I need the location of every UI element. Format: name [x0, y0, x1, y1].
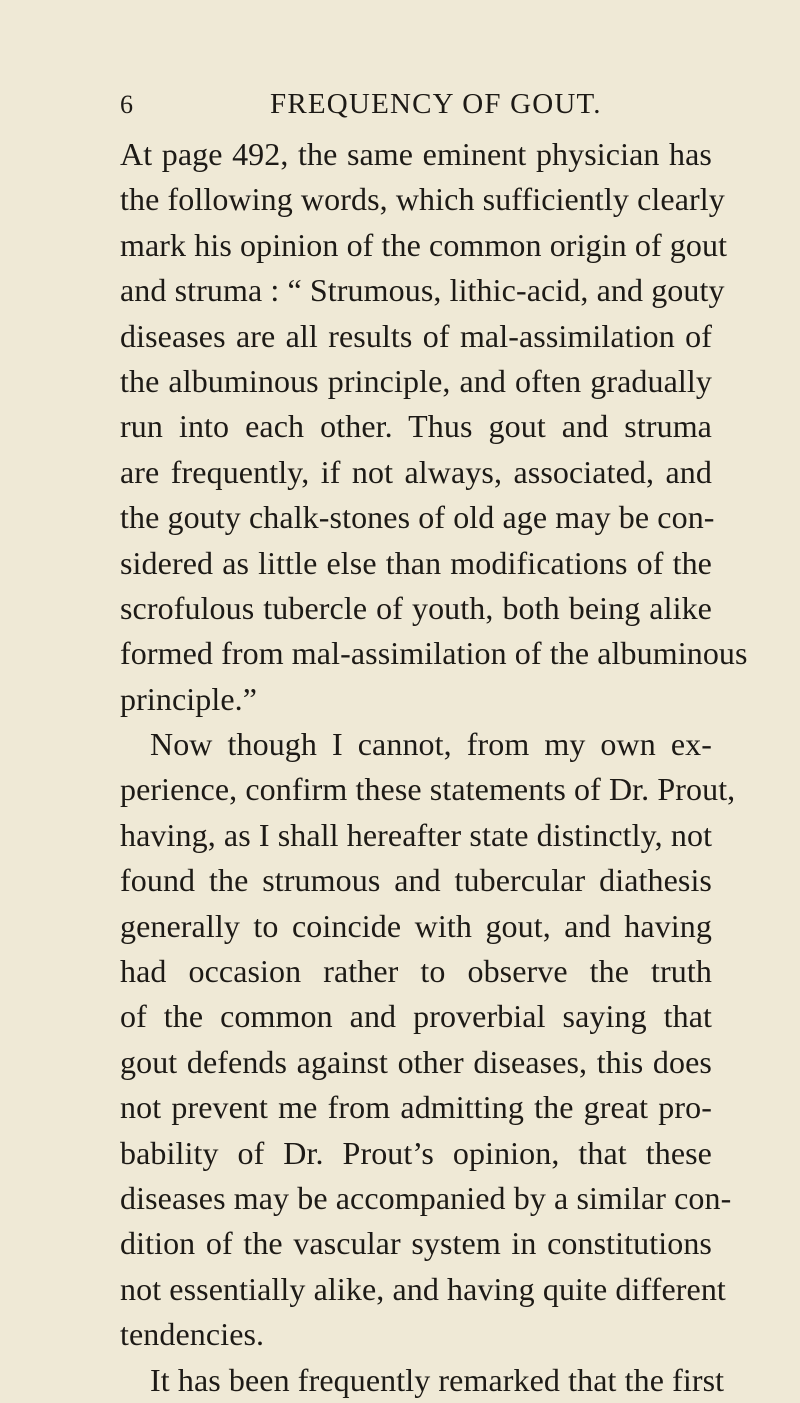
text-line: formed from mal-assimilation of the albuminous	[120, 635, 748, 672]
text-line: tendencies.	[120, 1316, 265, 1353]
text-line: not prevent me from admitting the great pro-	[120, 1089, 712, 1126]
text-line: sidered as little else than modifications of the	[120, 544, 712, 581]
page-number: 6	[120, 90, 134, 119]
text-line: having, as I shall hereafter state distinctly, not	[120, 816, 713, 853]
text-line: run into each other. Thus gout and struma	[120, 408, 712, 445]
text-line: are frequently, if not always, associated, and	[120, 453, 712, 490]
page-header	[120, 88, 680, 128]
running-head: FREQUENCY OF GOUT.	[270, 88, 602, 120]
text-line: diseases are all results of mal-assimilation of	[120, 317, 712, 354]
text-line: of the common and proverbial saying that	[120, 998, 712, 1035]
text-line: the gouty chalk-stones of old age may be con-	[120, 499, 715, 536]
text-line: At page 492, the same eminent physician has	[120, 136, 712, 172]
text-line: generally to coincide with gout, and having	[120, 907, 712, 944]
text-line: and struma : “ Strumous, lithic-acid, and gouty	[120, 272, 725, 309]
text-line: not essentially alike, and having quite different	[120, 1270, 726, 1307]
text-line: the following words, which sufficiently clearly	[120, 181, 725, 218]
text-line: mark his opinion of the common origin of gout	[120, 226, 728, 263]
text-line: Now though I cannot, from my own ex-	[150, 726, 712, 763]
text-line: It has been frequently remarked that the first	[150, 1361, 725, 1398]
text-line: had occasion rather to observe the truth	[120, 953, 712, 990]
text-line: bability of Dr. Prout’s opinion, that these	[120, 1134, 712, 1171]
text-line: the albuminous principle, and often gradually	[120, 362, 712, 399]
text-line: gout defends against other diseases, this does	[120, 1043, 712, 1080]
text-line: diseases may be accompanied by a similar con-	[120, 1179, 732, 1216]
text-line: principle.”	[120, 680, 258, 717]
text-line: found the strumous and tubercular diathesis	[120, 862, 712, 899]
text-line: perience, confirm these statements of Dr. Prout,	[120, 771, 736, 808]
text-line: scrofulous tubercle of youth, both being alike	[120, 589, 712, 626]
body-text	[120, 132, 748, 1403]
text-line: dition of the vascular system in constitutions	[120, 1225, 712, 1262]
